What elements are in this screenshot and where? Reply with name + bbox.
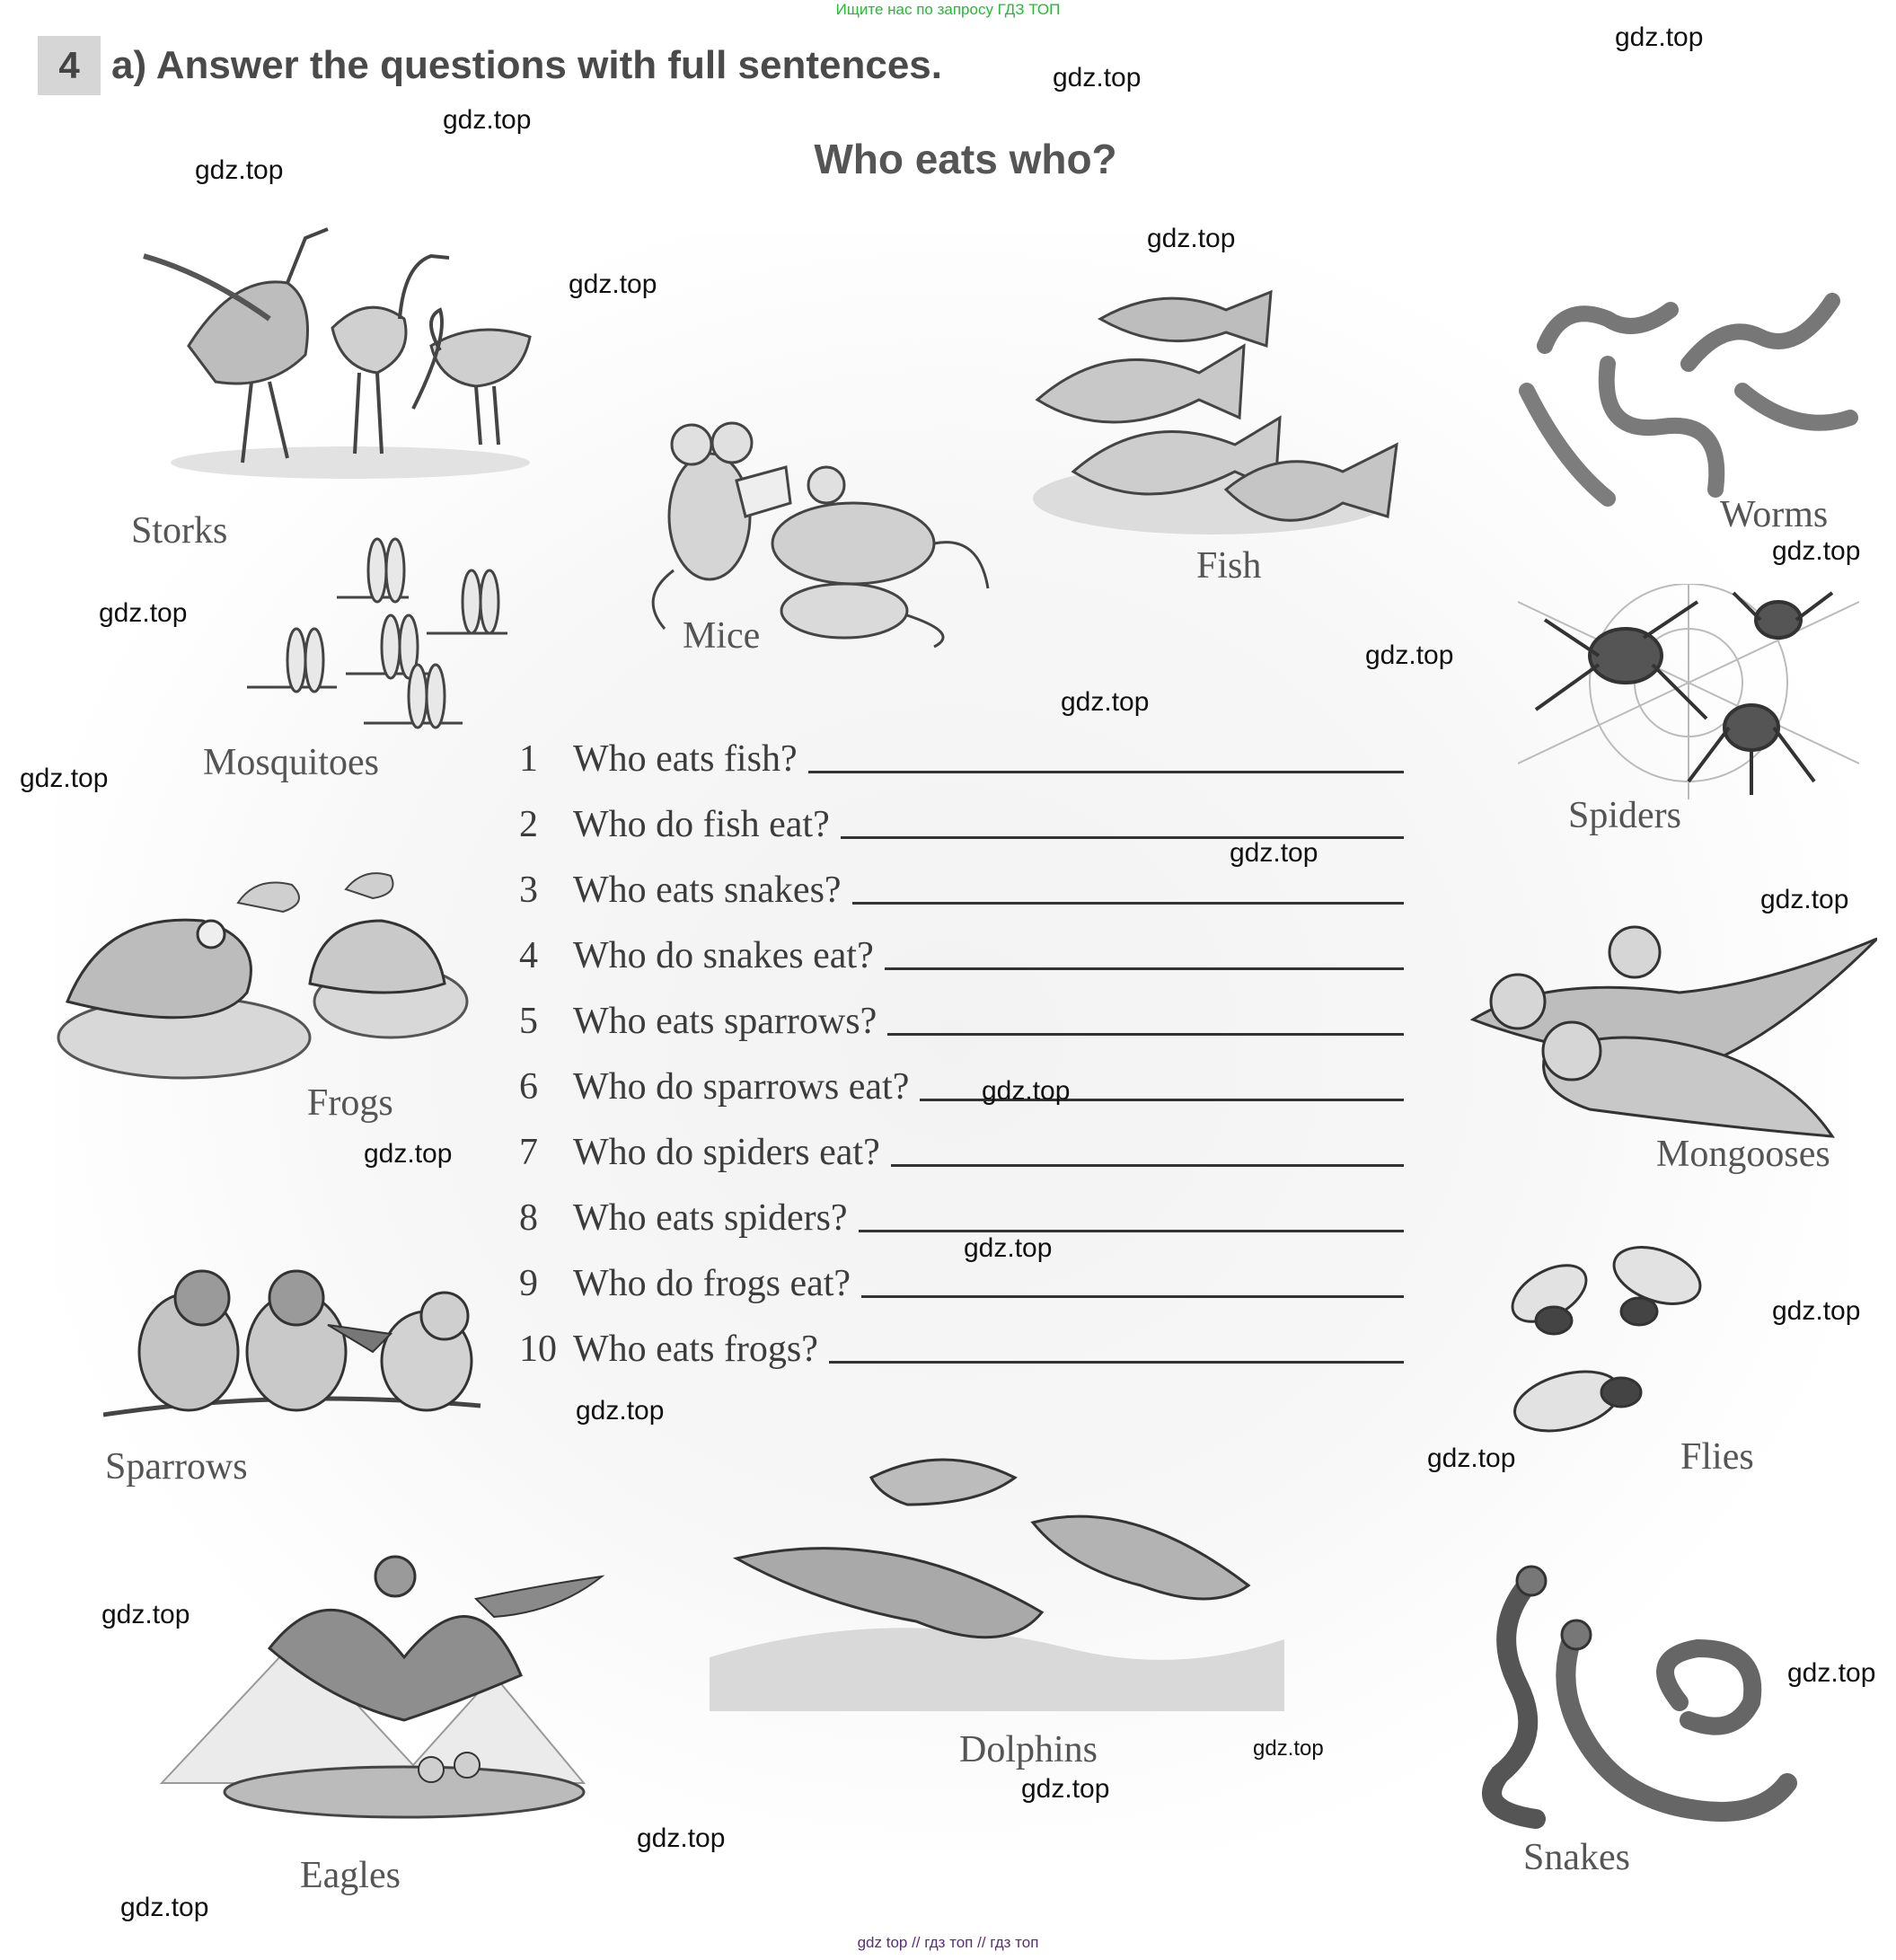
question-number: 9 — [519, 1263, 538, 1304]
dolphins-illustration — [710, 1442, 1284, 1720]
watermark: gdz.top — [576, 1396, 665, 1426]
mosquitoes-illustration — [229, 530, 525, 737]
question-text: Who eats fish? — [573, 738, 798, 780]
answer-line[interactable] — [861, 1295, 1404, 1298]
question-row — [519, 715, 1404, 781]
question-number: 5 — [519, 1001, 538, 1042]
question-number: 10 — [519, 1329, 557, 1370]
watermark: gdz.top — [364, 1139, 453, 1169]
watermark: gdz.top — [1772, 536, 1861, 566]
watermark: gdz.top — [1365, 640, 1454, 670]
watermark: gdz.top — [443, 105, 532, 135]
label-snakes: Snakes — [1523, 1837, 1630, 1878]
frogs-illustration — [49, 858, 472, 1091]
eagles-illustration — [135, 1549, 674, 1819]
mongooses-illustration — [1455, 921, 1877, 1150]
answer-line[interactable] — [808, 771, 1404, 773]
question-row — [519, 781, 1404, 846]
question-text: Who do sparrows eat? — [573, 1066, 910, 1108]
label-dolphins: Dolphins — [959, 1729, 1098, 1770]
answer-line[interactable] — [859, 1230, 1404, 1232]
spiders-illustration — [1518, 584, 1859, 799]
watermark: gdz.top — [195, 155, 284, 185]
question-text: Who do frogs eat? — [573, 1263, 851, 1304]
question-text: Who eats snakes? — [573, 870, 842, 911]
storks-illustration — [135, 220, 566, 490]
question-row — [519, 1174, 1404, 1240]
question-row — [519, 1043, 1404, 1108]
question-row — [519, 1240, 1404, 1305]
question-number: 2 — [519, 804, 538, 845]
watermark: gdz.top — [1053, 63, 1142, 93]
question-text: Who eats sparrows? — [573, 1001, 877, 1042]
label-frogs: Frogs — [307, 1082, 393, 1124]
label-mice: Mice — [683, 615, 761, 657]
watermark: gdz.top — [101, 1600, 190, 1629]
watermark: gdz.top — [1253, 1736, 1324, 1761]
question-row — [519, 1305, 1404, 1371]
label-sparrows: Sparrows — [105, 1446, 248, 1488]
sparrows-illustration — [103, 1253, 489, 1460]
question-row — [519, 1108, 1404, 1174]
question-number: 8 — [519, 1197, 538, 1239]
watermark: gdz.top — [1427, 1444, 1516, 1473]
question-number: 3 — [519, 870, 538, 911]
label-worms: Worms — [1720, 494, 1829, 535]
bottom-banner[interactable]: gdz top // гдз топ // гдз топ — [857, 1934, 1039, 1951]
question-number: 1 — [519, 738, 538, 780]
question-row — [519, 912, 1404, 977]
answer-line[interactable] — [887, 1033, 1404, 1036]
watermark: gdz.top — [982, 1076, 1071, 1106]
question-text: Who do snakes eat? — [573, 935, 874, 976]
watermark: gdz.top — [1787, 1658, 1876, 1688]
fish-illustration — [1019, 283, 1406, 543]
question-number: 6 — [519, 1066, 538, 1108]
questions-list — [519, 715, 1404, 1371]
answer-line[interactable] — [852, 902, 1404, 905]
label-mongooses: Mongooses — [1656, 1134, 1830, 1175]
question-text: Who eats spiders? — [573, 1197, 848, 1239]
question-number: 7 — [519, 1132, 538, 1173]
label-fish: Fish — [1196, 545, 1262, 587]
watermark: gdz.top — [99, 598, 188, 628]
task-number: 4 — [38, 36, 101, 95]
watermark: gdz.top — [1615, 22, 1704, 52]
label-spiders: Spiders — [1568, 795, 1681, 836]
watermark: gdz.top — [569, 269, 657, 299]
question-text: Who do fish eat? — [573, 804, 830, 845]
watermark: gdz.top — [1772, 1296, 1861, 1326]
snakes-illustration — [1464, 1558, 1805, 1846]
watermark: gdz.top — [120, 1893, 209, 1922]
top-banner[interactable]: Ищите нас по запросу ГДЗ ТОП — [835, 1, 1061, 18]
watermark: gdz.top — [1760, 885, 1849, 914]
watermark: gdz.top — [1061, 687, 1150, 717]
question-number: 4 — [519, 935, 538, 976]
flies-illustration — [1495, 1240, 1729, 1464]
worms-illustration — [1509, 283, 1877, 516]
section-title: Who eats who? — [814, 136, 1117, 182]
watermark: gdz.top — [964, 1233, 1053, 1263]
answer-line[interactable] — [885, 967, 1404, 970]
watermark: gdz.top — [1230, 838, 1318, 868]
answer-line[interactable] — [891, 1164, 1404, 1167]
answer-line[interactable] — [841, 836, 1404, 839]
question-row — [519, 977, 1404, 1043]
label-storks: Storks — [131, 510, 228, 552]
question-text: Who do spiders eat? — [573, 1132, 880, 1173]
watermark: gdz.top — [1021, 1774, 1110, 1804]
label-eagles: Eagles — [300, 1855, 401, 1896]
label-flies: Flies — [1680, 1436, 1754, 1478]
watermark: gdz.top — [637, 1823, 726, 1853]
label-mosquitoes: Mosquitoes — [203, 742, 380, 783]
question-text: Who eats frogs? — [573, 1329, 818, 1370]
watermark: gdz.top — [1147, 224, 1236, 253]
task-title: a) Answer the questions with full sentences. — [111, 43, 942, 87]
answer-line[interactable] — [829, 1361, 1404, 1364]
watermark: gdz.top — [20, 764, 109, 793]
